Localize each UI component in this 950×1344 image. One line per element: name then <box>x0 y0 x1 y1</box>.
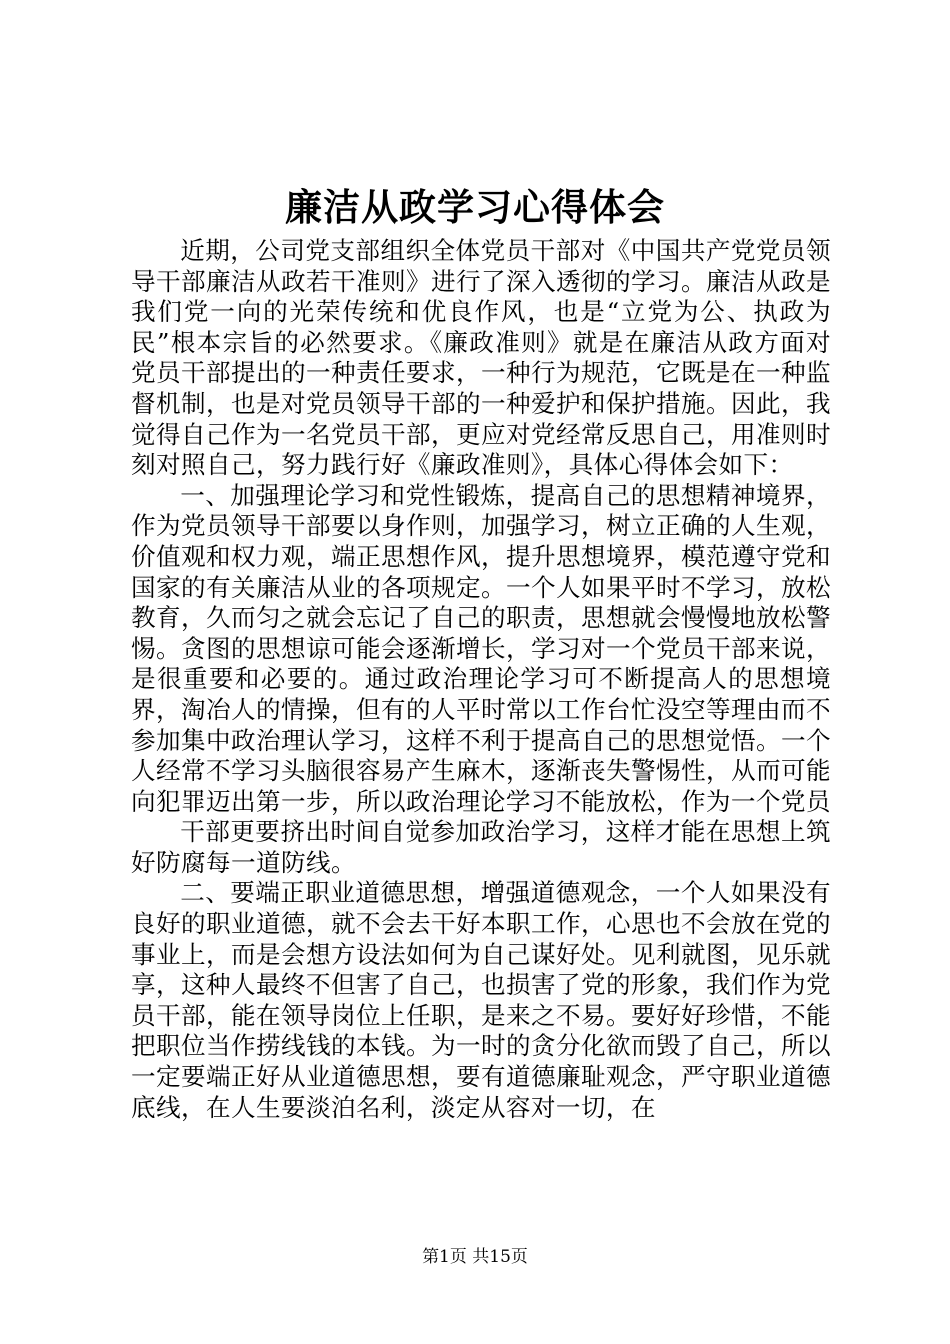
paragraph-point-one: 一、加强理论学习和党性锻炼，提高自己的思想精神境界，作为党员领导干部要以身作则，加强学习，树立正确的人生观，价值观和权力观，端正思想作风，提升思想境界，模范遵守党和国家的有关廉洁从业的各项规定。一个人如果平时不学习，放松教育，久而匀之就会忘记了自己的职责，思想就会慢慢地放松警惕。贪图的思想谅可能会逐渐增长，学习对一个党员干部来说，是很重要和必要的。通过政治理论学习可不断提高人的思想境界，淘冶人的情操，但有的人平时常以工作台忙没空等理由而不参加集中政治理认学习，这样不利于提高自己的思想觉悟。一个人经常不学习头脑很容易产生麻木，逐渐丧失警惕性，从而可能向犯罪迈出第一步，所以政治理论学习不能放松，作为一个党员 <box>131 480 831 816</box>
document-title: 廉洁从政学习心得体会 <box>285 185 665 229</box>
page-number-footer: 第1页 共15页 <box>422 1247 528 1267</box>
paragraph-point-one-continued: 干部更要挤出时间自觉参加政治学习，这样才能在思想上筑好防腐每一道防线。 <box>131 817 831 877</box>
paragraph-point-two: 二、要端正职业道德思想，增强道德观念，一个人如果没有良好的职业道德，就不会去干好本职工作，心思也不会放在党的事业上，而是会想方设法如何为自己谋好处。见利就图，见乐就享，这种人最终不但害了自己，也损害了党的形象，我们作为党员干部，能在领导岗位上任职，是来之不易。要好好珍惜，不能把职位当作捞线钱的本钱。为一时的贪分化欲而毁了自己，所以一定要端正好从业道德思想，要有道德廉耻观念，严守职业道德底线，在人生要淡泊名利，淡定从容对一切，在 <box>131 878 831 1122</box>
document-body <box>131 236 831 1123</box>
paragraph-intro: 近期，公司党支部组织全体党员干部对《中国共产党党员领导干部廉洁从政若干准则》进行了深入透彻的学习。廉洁从政是我们党一向的光荣传统和优良作风，也是“立党为公、执政为民”根本宗旨的必然要求。《廉政准则》就是在廉洁从政方面对党员干部提出的一种责任要求，一种行为规范，它既是在一种监督机制，也是对党员领导干部的一种爱护和保护措施。因此，我觉得自己作为一名党员干部，更应对党经常反思自己，用准则时刻对照自己，努力践行好《廉政准则》，具体心得体会如下： <box>131 236 831 480</box>
